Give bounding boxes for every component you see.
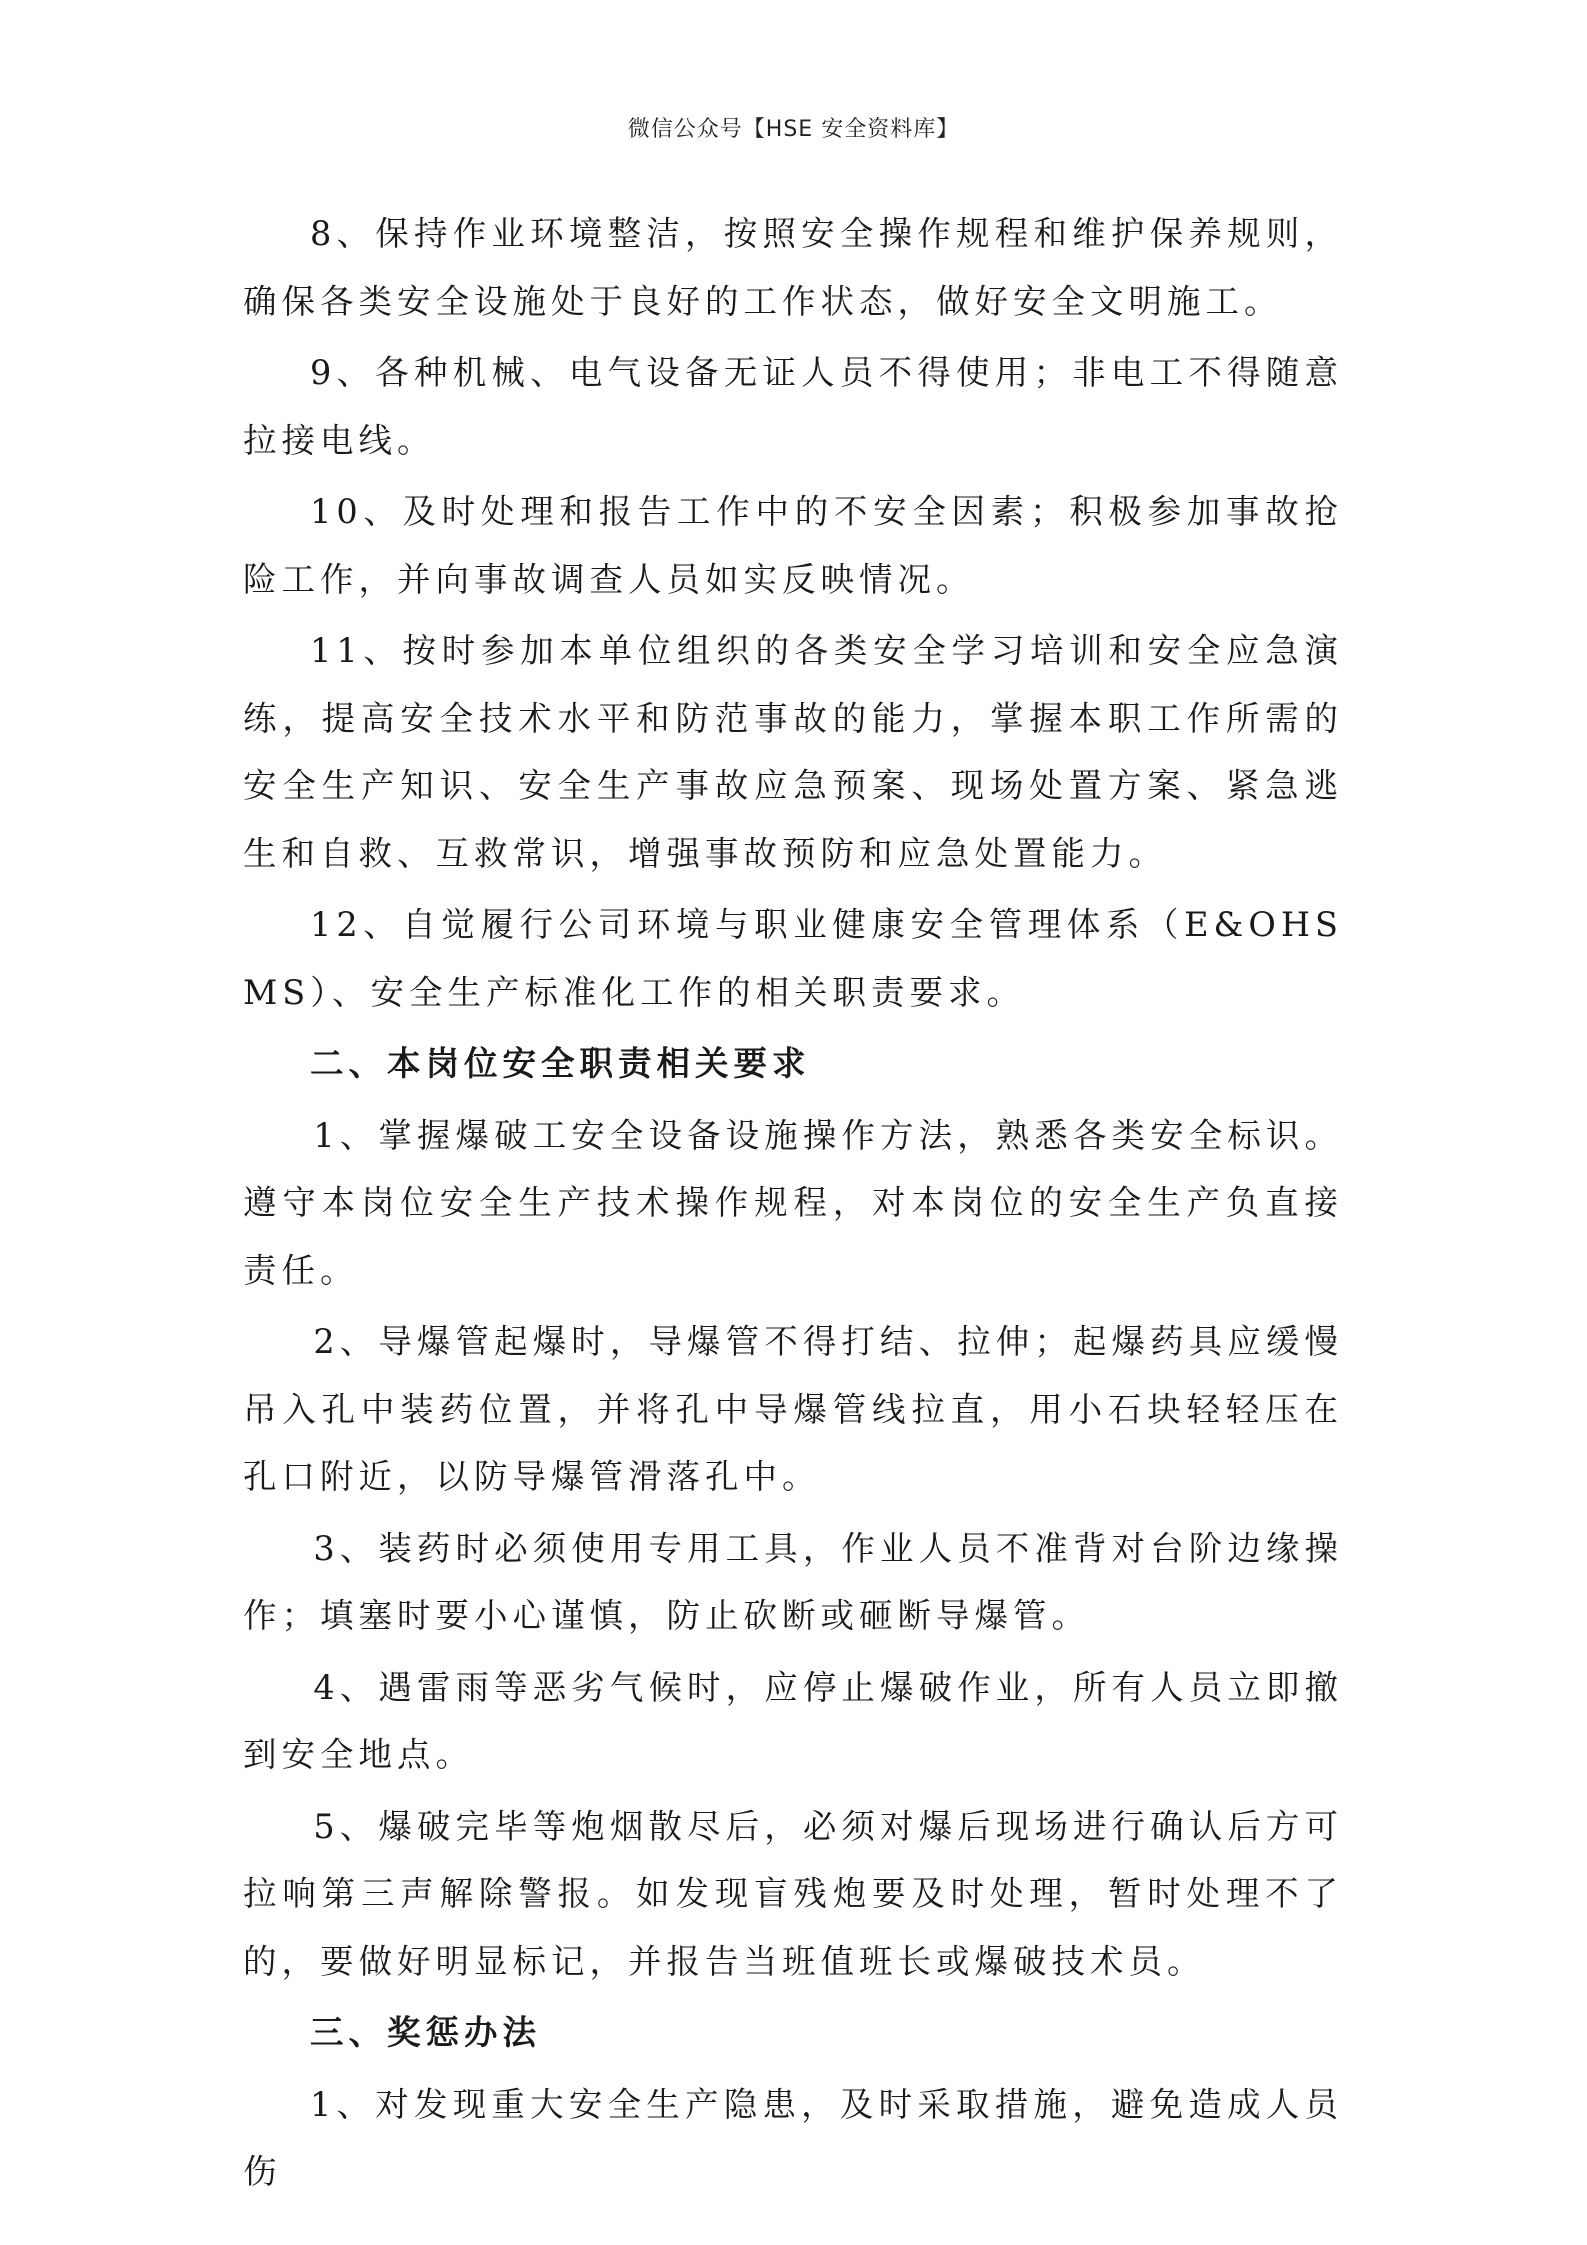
paragraph-10: 10、及时处理和报告工作中的不安全因素；积极参加事故抢险工作，并向事故调查人员如实反映情况。 — [243, 492, 1343, 599]
section-2-item-3: 3、装药时必须使用专用工具，作业人员不准背对台阶边缘操作；填塞时要小心谨慎，防止砍断或砸断导爆管。 — [243, 1528, 1343, 1635]
paragraph-8: 8、保持作业环境整洁，按照安全操作规程和维护保养规则，确保各类安全设施处于良好的工作状态，做好安全文明施工。 — [243, 214, 1343, 321]
section-2-item-1: 1、掌握爆破工安全设备设施操作方法，熟悉各类安全标识。遵守本岗位安全生产技术操作规程，对本岗位的安全生产负直接责任。 — [243, 1115, 1343, 1290]
section-2-heading: 二、本岗位安全职责相关要求 — [310, 1044, 811, 1083]
paragraph-11: 11、按时参加本单位组织的各类安全学习培训和安全应急演练，提高安全技术水平和防范事故的能力，掌握本职工作所需的安全生产知识、安全生产事故应急预案、现场处置方案、紧急逃生和自救、互救常识，增强事故预防和应急处置能力。 — [243, 631, 1343, 873]
section-3-item-1: 1、对发现重大安全生产隐患，及时采取措施，避免造成人员伤 — [243, 2084, 1343, 2191]
paragraph-12: 12、自觉履行公司环境与职业健康安全管理体系（E&OHSMS）、安全生产标准化工作的相关职责要求。 — [243, 905, 1343, 1012]
paragraph-9: 9、各种机械、电气设备无证人员不得使用；非电工不得随意拉接电线。 — [243, 353, 1343, 460]
section-2-item-5: 5、爆破完毕等炮烟散尽后，必须对爆后现场进行确认后方可拉响第三声解除警报。如发现盲残炮要及时处理，暂时处理不了的，要做好明显标记，并报告当班值班长或爆破技术员。 — [243, 1806, 1343, 1981]
document-body — [243, 200, 1343, 2210]
page-header: 微信公众号【HSE 安全资料库】 — [627, 117, 960, 142]
section-2-item-2: 2、导爆管起爆时，导爆管不得打结、拉伸；起爆药具应缓慢吊入孔中装药位置，并将孔中导爆管线拉直，用小石块轻轻压在孔口附近，以防导爆管滑落孔中。 — [243, 1322, 1343, 1496]
section-2-item-4: 4、遇雷雨等恶劣气候时，应停止爆破作业，所有人员立即撤到安全地点。 — [243, 1667, 1343, 1774]
section-3-heading: 三、奖惩办法 — [310, 2013, 541, 2052]
